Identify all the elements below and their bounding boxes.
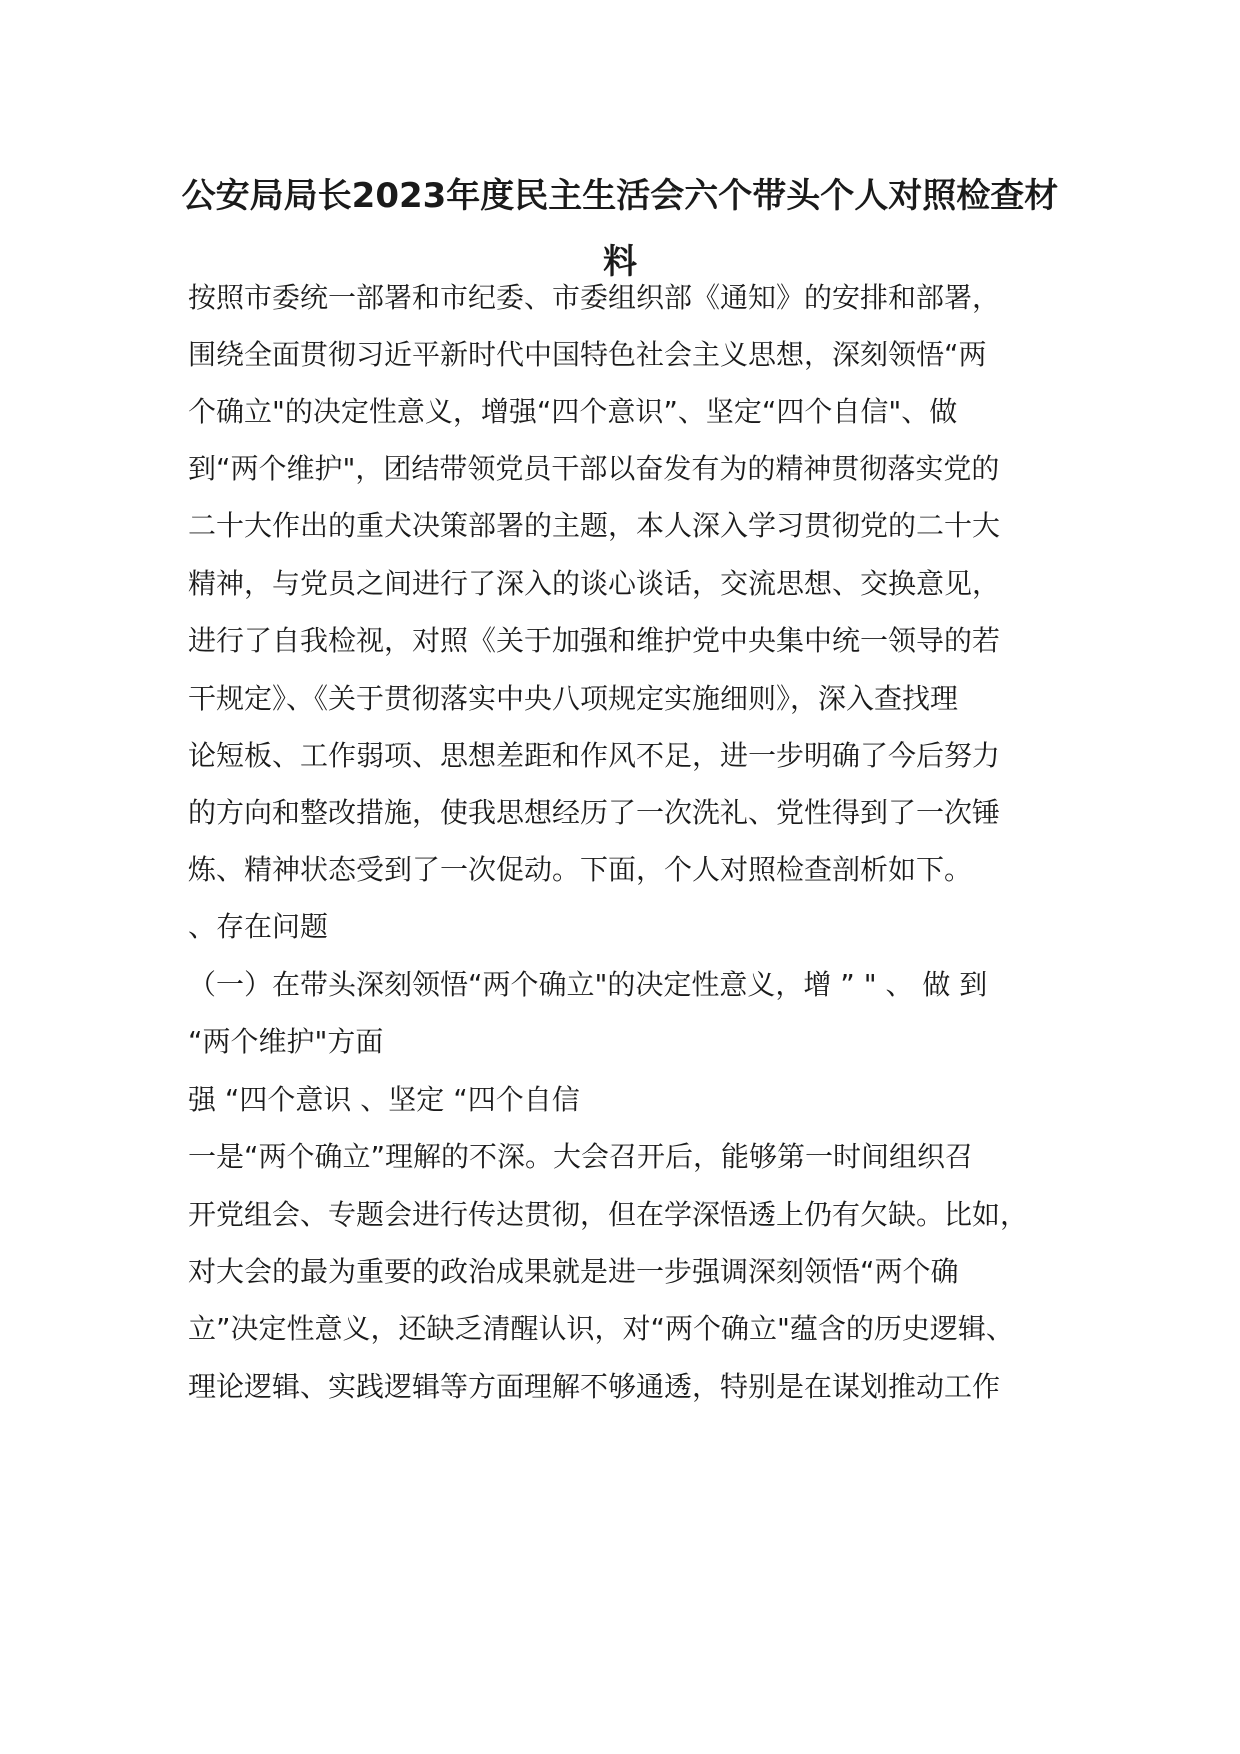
body-line: 开党组会、专题会进行传达贯彻，但在学深悟透上仍有欠缺。比如，	[188, 1198, 1029, 1231]
body-line: 精神，与党员之间进行了深入的谈心谈话，交流思想、交换意见，	[188, 567, 1001, 600]
document-title-line-1: 公安局局长2023年度民主生活会六个带头个人对照检查材	[181, 176, 1059, 216]
subsection-heading: （一）在带头深刻领悟“两个确立"的决定性意义，增 ” " 、 做 到	[188, 968, 988, 1001]
body-line: 围绕全面贯彻习近平新时代中国特色社会主义思想，深刻领悟“两	[188, 338, 987, 371]
body-line: 理论逻辑、实践逻辑等方面理解不够通透，特别是在谋划推动工作	[188, 1370, 1001, 1403]
body-line: 炼、精神状态受到了一次促动。下面，个人对照检查剖析如下。	[188, 853, 973, 886]
body-line: 立”决定性意义，还缺乏清醒认识，对“两个确立"蕴含的历史逻辑、	[188, 1312, 1014, 1345]
body-line: 对大会的最为重要的政治成果就是进一步强调深刻领悟“两个确	[188, 1255, 959, 1288]
body-line: 强 “四个意识 、坚定 “四个自信	[188, 1083, 580, 1116]
document-title-line-2: 料	[603, 242, 637, 282]
body-line: 到“两个维护"，团结带领党员干部以奋发有为的精神贯彻落实党的	[188, 452, 1000, 485]
section-heading: 、存在问题	[188, 910, 329, 943]
body-line: 进行了自我检视，对照《关于加强和维护党中央集中统一领导的若	[188, 624, 1001, 657]
body-line: 干规定》、《关于贯彻落实中央八项规定实施细则》，深入查找理	[188, 682, 959, 715]
body-line: 的方向和整改措施，使我思想经历了一次洗礼、党性得到了一次锤	[188, 796, 1001, 829]
body-line: 按照市委统一部署和市纪委、市委组织部《通知》的安排和部署，	[188, 281, 1001, 314]
body-line: 论短板、工作弱项、思想差距和作风不足，进一步明确了今后努力	[188, 739, 1001, 772]
body-line: 二十大作出的重犬决策部署的主题，本人深入学习贯彻党的二十大	[188, 509, 1001, 542]
body-line: 一是“两个确立”理解的不深。大会召开后，能够第一时间组织召	[188, 1140, 974, 1173]
body-line: 个确立"的决定性意义，增强“四个意识”、坚定“四个自信"、做	[188, 395, 958, 428]
subsection-heading-cont: “两个维护"方面	[188, 1025, 384, 1058]
